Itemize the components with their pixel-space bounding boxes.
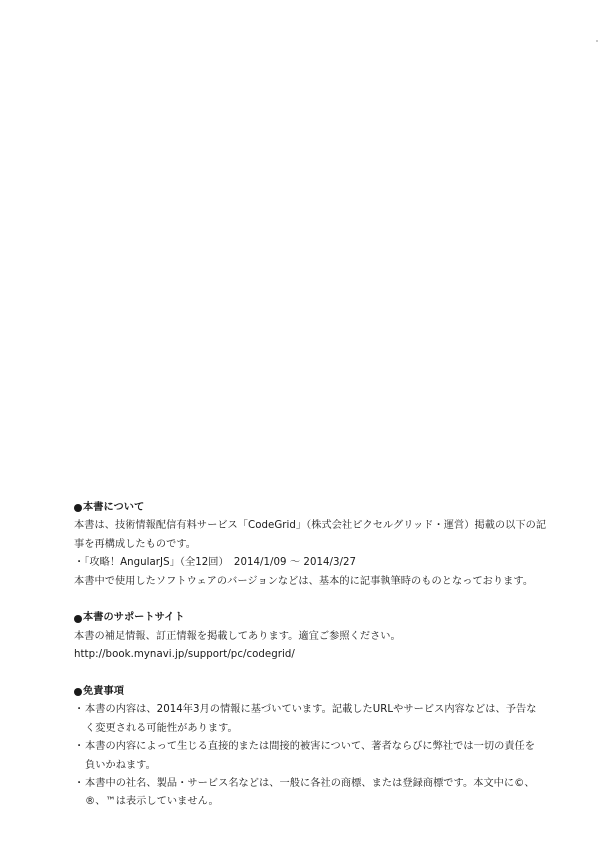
list-item: [74, 775, 584, 812]
support-line: 本書の補足情報、訂正情報を掲載してあります。適宜ご参照ください。: [74, 630, 401, 642]
about-section: [74, 499, 584, 591]
about-line: 本書は、技術情報配信有料サービス「CodeGrid」（株式会社ピクセルグリッド・運営）掲載の以下の記: [74, 520, 547, 532]
disclaimer-heading-text: 免責事項: [83, 686, 124, 697]
about-heading-text: 本書について: [83, 502, 145, 513]
disclaimer-section: [74, 683, 584, 812]
about-article-line: ・「攻略！AngularJS」（全12回） 2014/1/09 ～ 2014/3/27: [74, 557, 357, 569]
list-marker: ・: [74, 741, 85, 753]
list-item-body: [85, 701, 584, 738]
list-item-line: く変更される可能性があります。: [85, 722, 238, 734]
support-heading-text: 本書のサポートサイト: [83, 612, 185, 624]
list-item-body: [85, 738, 584, 775]
bullet-dot-icon: [74, 615, 82, 623]
list-item-body: [85, 775, 584, 812]
about-heading: [74, 499, 584, 517]
list-item-line: 本書中の社名、製品・サービス名などは、一般に各社の商標、または登録商標です。本文中に©、: [85, 778, 535, 790]
list-marker: ・: [74, 704, 85, 716]
about-line: 事を再構成したものです。: [74, 538, 197, 550]
list-item-line: 負いかねます。: [85, 759, 156, 771]
disclaimer-heading: [74, 683, 584, 701]
page-edge-mark: [596, 40, 598, 42]
support-heading: [74, 609, 584, 627]
support-url: http://book.mynavi.jp/support/pc/codegrid/: [74, 649, 295, 661]
list-item-line: 本書の内容によって生じる直接的または間接的被害について、著者ならびに弊社では一切の責任を: [85, 741, 536, 753]
list-item-line: 本書の内容は、2014年3月の情報に基づいています。記載したURLやサービス内容などは、予告な: [85, 704, 537, 716]
support-section: [74, 609, 584, 664]
list-item: [74, 701, 584, 738]
about-line: 本書中で使用したソフトウェアのバージョンなどは、基本的に記事執筆時のものとなっております。: [74, 575, 534, 587]
list-item-line: ®、™は表示していません。: [85, 796, 219, 808]
colophon: [74, 499, 584, 812]
list-item: [74, 738, 584, 775]
bullet-dot-icon: [74, 688, 82, 696]
bullet-dot-icon: [74, 504, 82, 512]
list-marker: ・: [74, 778, 85, 790]
